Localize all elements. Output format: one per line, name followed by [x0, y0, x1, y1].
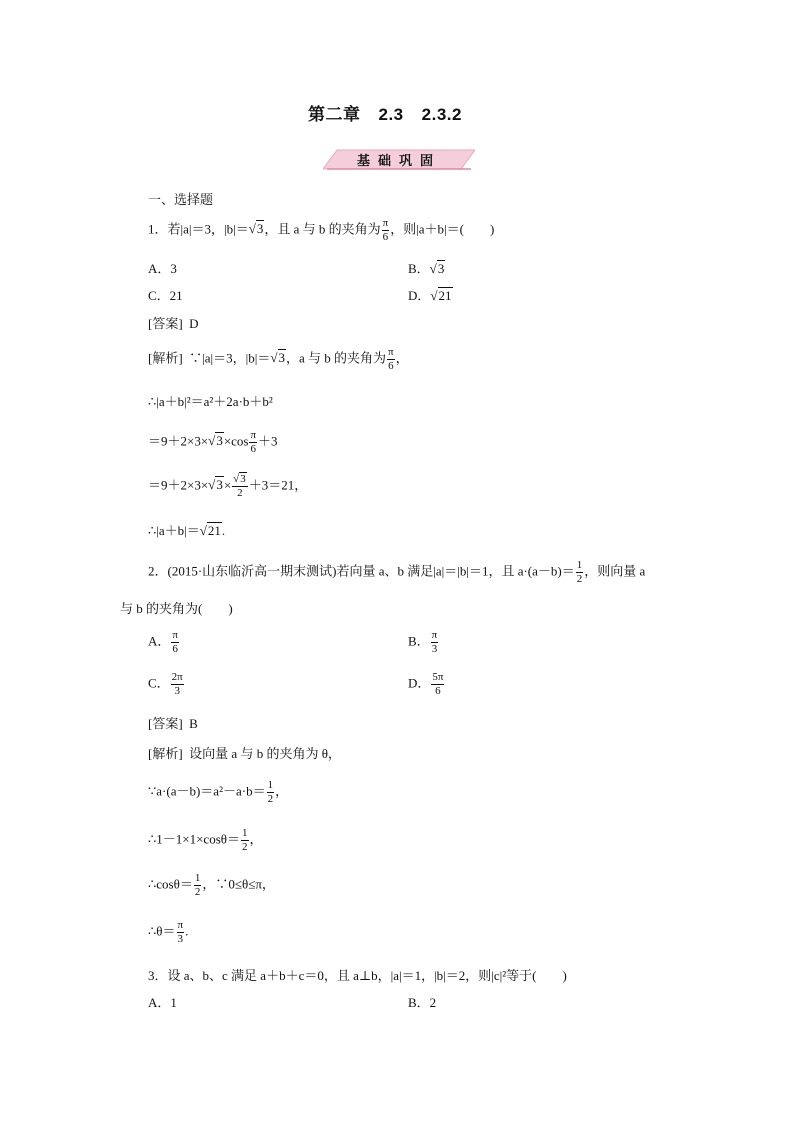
q2-analysis-line-2: ∵a·(a－b)＝a²－a·b＝ $\frac{1}{2}$ ， [148, 779, 289, 805]
banner-text: 基础巩固 [356, 154, 441, 169]
sqrt-symbol: √3 [248, 221, 264, 237]
q2-analysis-line-4: ∴cosθ＝ $\frac{1}{2}$ ，∵0≤θ≤π， [148, 872, 275, 898]
q1-stem-part-a: 若|a|＝3，|b|＝ [167, 221, 249, 237]
q2-option-a[interactable]: A． $\frac{\pi}{6}$ [148, 629, 178, 655]
q1-stem-part-c: ，则|a＋b|＝( ) [390, 221, 495, 237]
section-label: 2.3 [378, 105, 404, 124]
q2-analysis-line-1: [解析] 设向量 a 与 b 的夹角为 θ， [148, 746, 341, 761]
subsection-label: 2.3.2 [421, 105, 462, 124]
section-banner [323, 148, 475, 170]
q1-analysis-line-2: ∴|a＋b|²＝a²＋2a·b＋b² [148, 394, 273, 409]
q2-option-d[interactable]: D． $\frac{5\pi}{6}$ [408, 671, 444, 697]
fraction-one-half: $\frac{1}{2}$ [576, 559, 583, 585]
q1-answer: [答案] D [148, 316, 199, 331]
q1-analysis-line-3: ＝9＋2×3×√3×cos $\frac{\pi}{6}$ ＋3 [148, 429, 278, 455]
q3-option-b[interactable]: B．2 [408, 995, 437, 1010]
q3-option-a[interactable]: A．1 [148, 995, 177, 1010]
q1-number: 1． [148, 221, 168, 237]
page-title [308, 100, 462, 125]
q1-option-c[interactable]: C．21 [148, 288, 183, 303]
question-2-stem: 2．(2015·山东临沂高一期末测试)若向量 a、b 满足|a|＝|b|＝1，且 a·(a－b)＝ $\frac{1}{2}$ ，则向量 a [148, 559, 646, 585]
q2-analysis-line-5: ∴θ＝ $\frac{\pi}{3}$ . [148, 919, 189, 945]
question-2-stem-continued: 与 b 的夹角为( ) [120, 601, 233, 616]
section-heading: 一、选择题 [148, 192, 214, 207]
chapter-label: 第二章 [308, 105, 361, 124]
q1-option-d[interactable]: D．√21 [408, 288, 452, 303]
q1-option-b[interactable]: B．√3 [408, 261, 445, 276]
question-3-stem: 3．设 a、b、c 满足 a＋b＋c＝0，且 a⊥b，|a|＝1，|b|＝2，则|c|²等于( ) [148, 968, 567, 983]
q2-option-b[interactable]: B． $\frac{\pi}{3}$ [408, 629, 438, 655]
q1-analysis-line-5: ∴|a＋b|＝√21. [148, 523, 226, 538]
fraction-pi-over-6: $\frac{\pi}{6}$ [382, 217, 389, 243]
q1-option-a[interactable]: A．3 [148, 261, 177, 276]
question-1-stem [148, 218, 494, 243]
q1-analysis-line-4: ＝9＋2×3×√3× $\frac{√3}{2}$ ＋3＝21， [148, 473, 308, 499]
q2-analysis-line-3: ∴1－1×1×cosθ＝ $\frac{1}{2}$ ， [148, 827, 263, 853]
q1-analysis-line-1: [解析] ∵|a|＝3，|b|＝√3，a 与 b 的夹角为 $\frac{\pi}{6}$ ， [148, 346, 409, 372]
q2-answer: [答案] B [148, 716, 198, 731]
q2-option-c[interactable]: C． $\frac{2\pi}{3}$ [148, 671, 183, 697]
q1-stem-part-b: ，且 a 与 b 的夹角为 [264, 221, 381, 237]
